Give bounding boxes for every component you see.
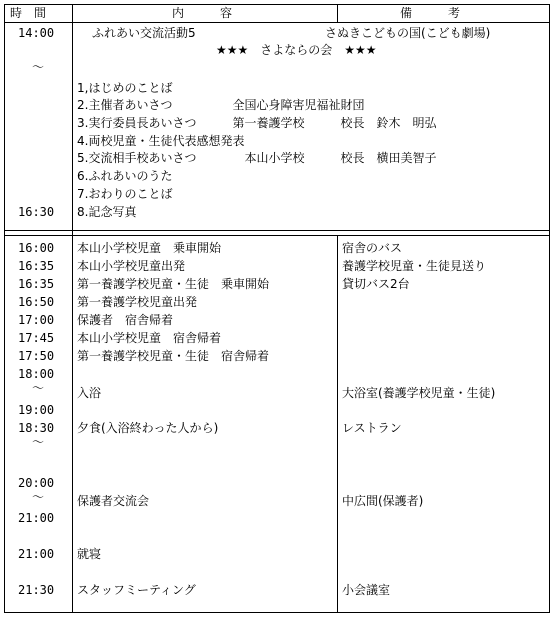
sleep-time: 21:00: [18, 547, 55, 561]
meeting-note: 小会議室: [342, 583, 391, 597]
exchange-note: 中広間(保護者): [342, 494, 424, 508]
bath-end-time: 19:00: [18, 403, 55, 417]
row-content: 第一養護学校児童・生徒 乗車開始: [77, 277, 270, 291]
row-time: 16:35: [18, 277, 55, 291]
dinner-time: 18:30: [18, 421, 55, 435]
bath-content: 入浴: [77, 386, 102, 400]
row-time: 17:00: [18, 313, 55, 327]
bath-tilde: ～: [32, 381, 45, 395]
row-time: 16:00: [18, 241, 55, 255]
program-item-7: 7.おわりのことば: [77, 187, 173, 201]
exchange-tilde: ～: [32, 490, 45, 504]
row-note: 貸切バス2台: [342, 277, 410, 291]
program-item-8: 8.記念写真: [77, 205, 137, 219]
meeting-time: 21:30: [18, 583, 55, 597]
row-time: 17:50: [18, 349, 55, 363]
row-content: 本山小学校児童 乗車開始: [77, 241, 222, 255]
exchange-content: 保護者交流会: [77, 494, 150, 508]
row-note: 養護学校児童・生徒見送り: [342, 259, 487, 273]
row-note: 宿舎のバス: [342, 241, 403, 255]
section-rule-top: [4, 230, 550, 231]
event-title: ふれあい交流活動5: [92, 26, 196, 40]
row-content: 本山小学校児童出発: [77, 259, 186, 273]
notes-column-rule-header: [337, 4, 338, 22]
exchange-end-time: 21:00: [18, 511, 55, 525]
dinner-content: 夕食(入浴終わった人から): [77, 421, 219, 435]
row-content: 本山小学校児童 宿舎帰着: [77, 331, 222, 345]
program-item-4: 4.両校児童・生徒代表感想発表: [77, 134, 245, 148]
meeting-content: スタッフミーティング: [77, 583, 196, 597]
dinner-note: レストラン: [342, 421, 402, 435]
row-content: 第一養護学校児童・生徒 宿舎帰着: [77, 349, 270, 363]
row-time: 16:35: [18, 259, 55, 273]
program-item-1: 1,はじめのことば: [77, 81, 173, 95]
row-time: 16:50: [18, 295, 55, 309]
dinner-tilde: ～: [32, 435, 45, 449]
exchange-start-time: 20:00: [18, 476, 55, 490]
bath-start-time: 18:00: [18, 367, 55, 381]
time-start: 14:00: [18, 26, 55, 40]
event-subtitle: ★★★ さよならの会 ★★★: [216, 43, 377, 57]
program-item-6: 6.ふれあいのうた: [77, 169, 173, 183]
header-notes: 備 考: [400, 6, 461, 20]
time-tilde: ～: [32, 60, 45, 74]
program-item-5: 5.交流相手校あいさつ 本山小学校 校長 横田美智子: [77, 151, 437, 165]
row-time: 17:45: [18, 331, 55, 345]
event-venue: さぬきこどもの国(こども劇場): [325, 26, 491, 40]
header-time: 時 間: [10, 6, 47, 20]
row-content: 第一養護学校児童出発: [77, 295, 198, 309]
section-rule-bottom: [4, 235, 550, 236]
bath-note: 大浴室(養護学校児童・生徒): [342, 386, 496, 400]
sleep-content: 就寝: [77, 547, 102, 561]
row-content: 保護者 宿舎帰着: [77, 313, 174, 327]
header-content: 内 容: [172, 6, 233, 20]
header-rule: [4, 22, 550, 23]
program-item-3: 3.実行委員長あいさつ 第一養護学校 校長 鈴木 明弘: [77, 116, 437, 130]
time-column-rule: [72, 4, 73, 613]
notes-column-rule-lower: [337, 235, 338, 613]
time-end: 16:30: [18, 205, 55, 219]
program-item-2: 2.主催者あいさつ 全国心身障害児福祉財団: [77, 98, 365, 112]
